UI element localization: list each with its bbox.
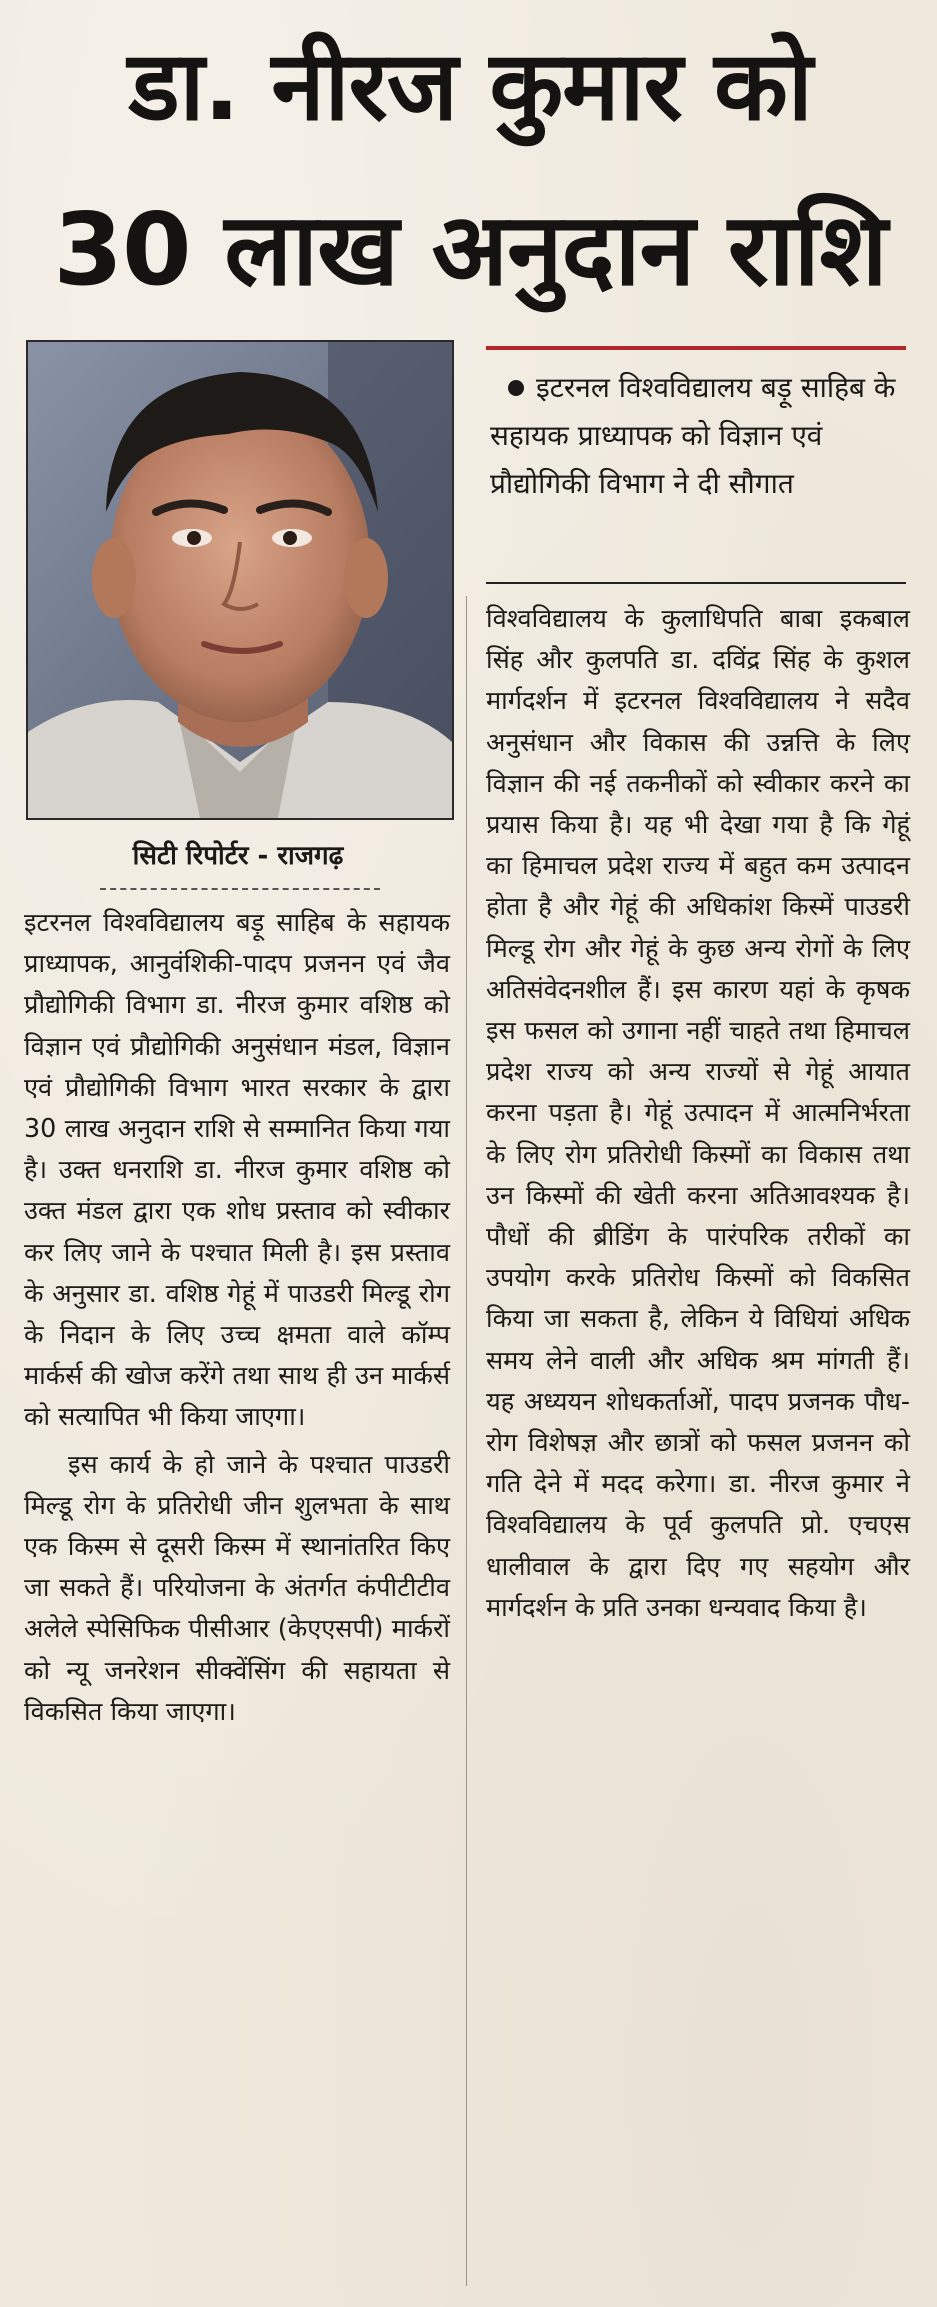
left-paragraph-1: इटरनल विश्वविद्यालय बड़ू साहिब के सहायक प्राध्यापक, आनुवंशिकी-पादप प्रजनन एवं जैव प्रौद्योगिकी विभाग डा. नीरज कुमार वशिष्ठ को विज्ञान एवं प्रौद्योगिकी अनुसंधान मंडल, विज्ञान एवं प्रौद्योगिकी विभाग भारत सरकार के द्वारा 30 लाख अनुदान राशि से सम्मानित किया गया है। उक्त धनराशि डा. नीरज कुमार वशिष्ठ को उक्त मंडल द्वारा एक शोध प्रस्ताव को स्वीकार कर लिए जाने के पश्चात मिली है। इस प्रस्ताव के अनुसार डा. वशिष्ठ गेहूं में पाउडरी मिल्डू रोग के निदान के लिए उच्च क्षमता वाले कॉम्प मार्कर्स की खोज करेंगे तथा साथ ही उन मार्कर्स को सत्यापित भी किया जाएगा। [24,907,450,1432]
byline-divider [100,888,380,890]
left-column [24,902,450,1732]
headline-line-2: 30 लाख अनुदान राशि [53,191,887,308]
byline: सिटी रिपोर्टर - राजगढ़ [132,841,344,871]
headline-line-1: डा. नीरज कुमार को [128,30,812,142]
column-divider [466,596,467,2286]
portrait-image [28,342,452,818]
right-paragraph-1: विश्वविद्यालय के कुलाधिपति बाबा इकबाल सिंह और कुलपति डा. दविंद्र सिंह के कुशल मार्गदर्शन में इटरनल विश्वविद्यालय ने सदैव अनुसंधान और विकास की उन्नत्ति के लिए विज्ञान की नई तकनीकों को स्वीकार करने का प्रयास किया है। यह भी देखा गया है कि गेहूं का हिमाचल प्रदेश राज्य में बहुत कम उत्पादन होता है और गेहूं की अधिकांश किस्में पाउडरी मिल्डू रोग और गेहूं के कुछ अन्य रोगों के लिए अतिसंवेदनशील हैं। इस कारण यहां के कृषक इस फसल को उगाना नहीं चाहते तथा हिमाचल प्रदेश राज्य को अन्य राज्यों से गेहूं आयात करना पड़ता है। गेहूं उत्पादन में आत्मनिर्भरता के लिए रोग प्रतिरोधी किस्मों का विकास तथा उन किस्मों की खेती करना अतिआवश्यक है। पौधों की ब्रीडिंग के पारंपरिक तरीकों का उपयोग करके प्रतिरोध किस्मों को विकसित किया जा सकता है, लेकिन ये विधियां अधिक समय लेने वाली और अधिक श्रम मांगती हैं। यह अध्ययन शोधकर्ताओं, पादप प्रजनक पौध-रोग विशेषज्ञ और छात्रों को फसल प्रजनन को गति देने में मदद करेगा। डा. नीरज कुमार ने विश्वविद्यालय के पूर्व कुलपति प्रो. एचएस धालीवाल के द्वारा दिए गए सहयोग और मार्गदर्शन के प्रति उनका धन्यवाद किया है। [486,603,910,1622]
bullet-icon [508,380,524,396]
portrait-photo [26,340,454,820]
subhead [490,364,910,508]
subhead-accent-rule [486,346,906,350]
subhead-divider [486,582,906,584]
right-column [486,598,910,1628]
left-paragraph-2: इस कार्य के हो जाने के पश्चात पाउडरी मिल्डू रोग के प्रतिरोधी जीन शुलभता के साथ एक किस्म से दूसरी किस्म में स्थानांतरित किए जा सकते हैं। परियोजना के अंतर्गत कंपीटीटीव अलेले स्पेसिफिक पीसीआर (केएएसपी) मार्करों को न्यू जनरेशन सीक्वेंसिंग की सहायता से विकसित किया जाएगा। [24,1448,450,1726]
subhead-text: इटरनल विश्वविद्यालय बड़ू साहिब के सहायक प्राध्यापक को विज्ञान एवं प्रौद्योगिकी विभाग ने दी सौगात [490,371,896,500]
